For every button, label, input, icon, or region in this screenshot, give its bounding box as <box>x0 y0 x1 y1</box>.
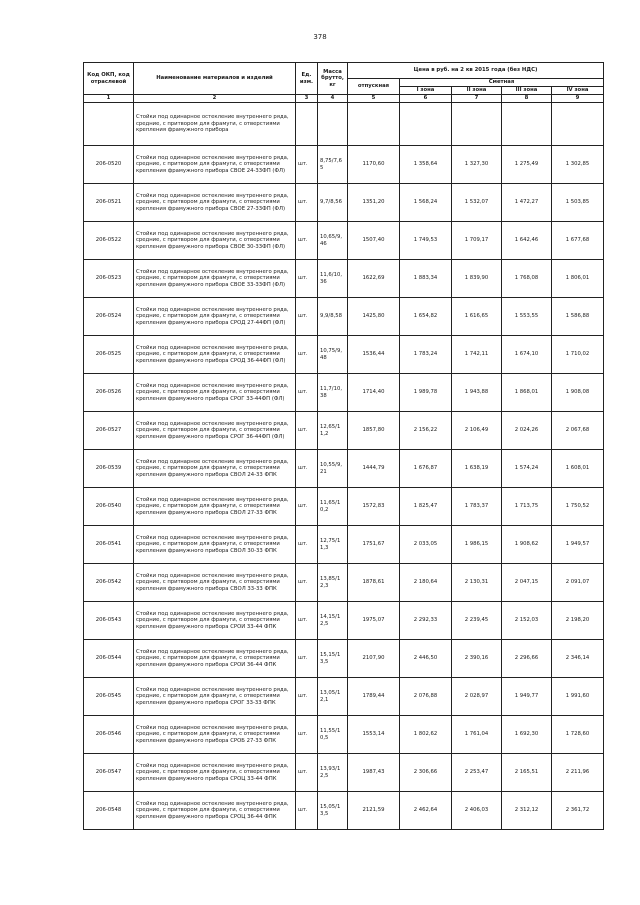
zone2-price-cell: 1 709,17 <box>452 222 502 260</box>
zone4-price-cell: 2 211,96 <box>552 754 604 792</box>
section-empty-cell <box>318 103 348 146</box>
zone2-price-cell: 2 406,03 <box>452 792 502 830</box>
column-number: 7 <box>452 95 502 103</box>
zone2-price-cell: 1 839,90 <box>452 260 502 298</box>
zone1-price-cell: 1 676,87 <box>400 450 452 488</box>
unit-cell: шт. <box>296 678 318 716</box>
zone3-price-cell: 2 047,15 <box>502 564 552 602</box>
zone4-price-cell: 2 361,72 <box>552 792 604 830</box>
mass-cell: 11,6/10, 36 <box>318 260 348 298</box>
unit-cell: шт. <box>296 412 318 450</box>
zone3-price-cell: 2 152,03 <box>502 602 552 640</box>
mass-cell: 14,15/1 2,5 <box>318 602 348 640</box>
code-cell: 206-0526 <box>84 374 134 412</box>
release-price-cell: 1987,43 <box>348 754 400 792</box>
zone1-price-cell: 1 749,53 <box>400 222 452 260</box>
name-cell: Стойки под одинарное остекление внутреннего ряда, средние, с притвором для фрамуги, с отверстиями крепления фрамужного прибора СРОИ 36-44 ФПК <box>134 640 296 678</box>
zone1-price-cell: 2 033,05 <box>400 526 452 564</box>
zone4-price-cell: 1 728,60 <box>552 716 604 754</box>
zone1-price-cell: 1 783,24 <box>400 336 452 374</box>
name-cell: Стойки под одинарное остекление внутреннего ряда, средние, с притвором для фрамуги, с отверстиями крепления фрамужного прибора СРОД 36-44ФП (ФЛ) <box>134 336 296 374</box>
mass-cell: 13,05/1 2,1 <box>318 678 348 716</box>
column-number: 6 <box>400 95 452 103</box>
release-price-cell: 1878,61 <box>348 564 400 602</box>
section-code-cell <box>84 103 134 146</box>
code-cell: 206-0522 <box>84 222 134 260</box>
unit-cell: шт. <box>296 526 318 564</box>
section-row <box>84 103 604 146</box>
zone4-price-cell: 1 503,85 <box>552 184 604 222</box>
zone1-price-cell: 2 076,88 <box>400 678 452 716</box>
header-zone4: IV зона <box>552 87 604 95</box>
mass-cell: 12,65/1 1,2 <box>318 412 348 450</box>
zone2-price-cell: 2 239,45 <box>452 602 502 640</box>
code-cell: 206-0548 <box>84 792 134 830</box>
code-cell: 206-0523 <box>84 260 134 298</box>
zone3-price-cell: 1 768,08 <box>502 260 552 298</box>
section-empty-cell <box>296 103 318 146</box>
mass-cell: 13,93/1 2,5 <box>318 754 348 792</box>
release-price-cell: 1975,07 <box>348 602 400 640</box>
header-zone1: I зона <box>400 87 452 95</box>
zone3-price-cell: 1 713,75 <box>502 488 552 526</box>
column-number: 3 <box>296 95 318 103</box>
zone4-price-cell: 1 710,02 <box>552 336 604 374</box>
zone4-price-cell: 1 991,60 <box>552 678 604 716</box>
table-row <box>84 564 604 602</box>
table-row <box>84 146 604 184</box>
mass-cell: 9,7/8,56 <box>318 184 348 222</box>
unit-cell: шт. <box>296 564 318 602</box>
release-price-cell: 1857,80 <box>348 412 400 450</box>
zone3-price-cell: 1 275,49 <box>502 146 552 184</box>
unit-cell: шт. <box>296 336 318 374</box>
mass-cell: 13,85/1 2,3 <box>318 564 348 602</box>
zone2-price-cell: 2 253,47 <box>452 754 502 792</box>
zone1-price-cell: 2 306,66 <box>400 754 452 792</box>
table-row <box>84 716 604 754</box>
code-cell: 206-0545 <box>84 678 134 716</box>
page-number: 378 <box>313 33 327 41</box>
name-cell: Стойки под одинарное остекление внутреннего ряда, средние, с притвором для фрамуги, с отверстиями крепления фрамужного прибора СВОЕ 27-33ФП (ФЛ) <box>134 184 296 222</box>
unit-cell: шт. <box>296 640 318 678</box>
section-empty-cell <box>552 103 604 146</box>
zone3-price-cell: 1 553,55 <box>502 298 552 336</box>
mass-cell: 8,75/7,6 5 <box>318 146 348 184</box>
zone3-price-cell: 2 024,26 <box>502 412 552 450</box>
zone4-price-cell: 1 677,68 <box>552 222 604 260</box>
header-zone2: II зона <box>452 87 502 95</box>
column-number: 2 <box>134 95 296 103</box>
release-price-cell: 1170,60 <box>348 146 400 184</box>
unit-cell: шт. <box>296 716 318 754</box>
release-price-cell: 2121,59 <box>348 792 400 830</box>
name-cell: Стойки под одинарное остекление внутреннего ряда, средние, с притвором для фрамуги, с отверстиями крепления фрамужного прибора СРОГ 33-33 ФПК <box>134 678 296 716</box>
header-release: отпускная <box>348 79 400 95</box>
column-number: 4 <box>318 95 348 103</box>
zone3-price-cell: 1 674,10 <box>502 336 552 374</box>
zone2-price-cell: 2 106,49 <box>452 412 502 450</box>
mass-cell: 11,65/1 0,2 <box>318 488 348 526</box>
release-price-cell: 1425,80 <box>348 298 400 336</box>
mass-cell: 10,65/9, 46 <box>318 222 348 260</box>
name-cell: Стойки под одинарное остекление внутреннего ряда, средние, с притвором для фрамуги, с отверстиями крепления фрамужного прибора СВОЕ 24-33ФП (ФЛ) <box>134 146 296 184</box>
release-price-cell: 1572,83 <box>348 488 400 526</box>
header-name: Наименование материалов и изделий <box>134 63 296 95</box>
unit-cell: шт. <box>296 260 318 298</box>
unit-cell: шт. <box>296 754 318 792</box>
zone1-price-cell: 2 180,64 <box>400 564 452 602</box>
zone3-price-cell: 1 692,30 <box>502 716 552 754</box>
zone4-price-cell: 1 586,88 <box>552 298 604 336</box>
name-cell: Стойки под одинарное остекление внутреннего ряда, средние, с притвором для фрамуги, с отверстиями крепления фрамужного прибора СВОЕ 33-33ФП (ФЛ) <box>134 260 296 298</box>
release-price-cell: 1351,20 <box>348 184 400 222</box>
zone4-price-cell: 1 608,01 <box>552 450 604 488</box>
zone1-price-cell: 1 654,82 <box>400 298 452 336</box>
table-row <box>84 184 604 222</box>
release-price-cell: 1751,67 <box>348 526 400 564</box>
zone1-price-cell: 1 802,62 <box>400 716 452 754</box>
code-cell: 206-0544 <box>84 640 134 678</box>
section-empty-cell <box>348 103 400 146</box>
code-cell: 206-0543 <box>84 602 134 640</box>
zone1-price-cell: 1 825,47 <box>400 488 452 526</box>
price-table <box>83 62 604 830</box>
zone1-price-cell: 2 292,33 <box>400 602 452 640</box>
zone3-price-cell: 2 312,12 <box>502 792 552 830</box>
column-number: 9 <box>552 95 604 103</box>
name-cell: Стойки под одинарное остекление внутреннего ряда, средние, с притвором для фрамуги, с отверстиями крепления фрамужного прибора СРОД 27-44ФП (ФЛ) <box>134 298 296 336</box>
unit-cell: шт. <box>296 602 318 640</box>
zone2-price-cell: 1 638,19 <box>452 450 502 488</box>
header-unit: Ед. изм. <box>296 63 318 95</box>
name-cell: Стойки под одинарное остекление внутреннего ряда, средние, с притвором для фрамуги, с отверстиями крепления фрамужного прибора СРОГ 36-44ФП (ФЛ) <box>134 412 296 450</box>
table-row <box>84 678 604 716</box>
mass-cell: 10,55/9, 21 <box>318 450 348 488</box>
name-cell: Стойки под одинарное остекление внутреннего ряда, средние, с притвором для фрамуги, с отверстиями крепления фрамужного прибора СРОИ 33-44 ФПК <box>134 602 296 640</box>
column-number: 5 <box>348 95 400 103</box>
name-cell: Стойки под одинарное остекление внутреннего ряда, средние, с притвором для фрамуги, с отверстиями крепления фрамужного прибора СВОЕ 30-33ФП (ФЛ) <box>134 222 296 260</box>
zone1-price-cell: 1 358,64 <box>400 146 452 184</box>
table-row <box>84 754 604 792</box>
code-cell: 206-0525 <box>84 336 134 374</box>
mass-cell: 11,55/1 0,5 <box>318 716 348 754</box>
zone4-price-cell: 1 949,57 <box>552 526 604 564</box>
code-cell: 206-0527 <box>84 412 134 450</box>
zone3-price-cell: 2 165,51 <box>502 754 552 792</box>
release-price-cell: 1507,40 <box>348 222 400 260</box>
unit-cell: шт. <box>296 222 318 260</box>
name-cell: Стойки под одинарное остекление внутреннего ряда, средние, с притвором для фрамуги, с отверстиями крепления фрамужного прибора СРОГ 33-44ФП (ФЛ) <box>134 374 296 412</box>
release-price-cell: 1622,69 <box>348 260 400 298</box>
table-row <box>84 488 604 526</box>
zone1-price-cell: 2 156,22 <box>400 412 452 450</box>
zone3-price-cell: 1 868,01 <box>502 374 552 412</box>
code-cell: 206-0540 <box>84 488 134 526</box>
zone3-price-cell: 1 642,46 <box>502 222 552 260</box>
header-price-group: Цена в руб. на 2 кв 2015 года (без НДС) <box>348 63 604 79</box>
zone4-price-cell: 2 091,07 <box>552 564 604 602</box>
zone3-price-cell: 1 472,27 <box>502 184 552 222</box>
zone2-price-cell: 1 783,37 <box>452 488 502 526</box>
zone4-price-cell: 2 198,20 <box>552 602 604 640</box>
zone2-price-cell: 1 532,07 <box>452 184 502 222</box>
unit-cell: шт. <box>296 488 318 526</box>
zone2-price-cell: 2 390,16 <box>452 640 502 678</box>
header-code: Код ОКП, код отраслевой <box>84 63 134 95</box>
zone3-price-cell: 1 574,24 <box>502 450 552 488</box>
mass-cell: 9,9/8,58 <box>318 298 348 336</box>
table-body <box>84 103 604 830</box>
code-cell: 206-0521 <box>84 184 134 222</box>
table-row <box>84 336 604 374</box>
table-row <box>84 792 604 830</box>
header-estimate: Сметная <box>400 79 604 87</box>
column-number: 8 <box>502 95 552 103</box>
release-price-cell: 1444,79 <box>348 450 400 488</box>
section-empty-cell <box>502 103 552 146</box>
section-title: Стойки под одинарное остекление внутреннего ряда, средние, с притвором для фрамуги, с отверстиями крепления фрамужного прибора <box>134 103 296 146</box>
zone1-price-cell: 2 462,64 <box>400 792 452 830</box>
name-cell: Стойки под одинарное остекление внутреннего ряда, средние, с притвором для фрамуги, с отверстиями крепления фрамужного прибора СРОЦ 36-44 ФПК <box>134 792 296 830</box>
name-cell: Стойки под одинарное остекление внутреннего ряда, средние, с притвором для фрамуги, с отверстиями крепления фрамужного прибора СРОЦ 33-44 ФПК <box>134 754 296 792</box>
zone2-price-cell: 1 742,11 <box>452 336 502 374</box>
zone3-price-cell: 1 949,77 <box>502 678 552 716</box>
zone4-price-cell: 1 908,08 <box>552 374 604 412</box>
mass-cell: 15,15/1 3,5 <box>318 640 348 678</box>
zone4-price-cell: 1 302,85 <box>552 146 604 184</box>
zone4-price-cell: 2 067,68 <box>552 412 604 450</box>
zone1-price-cell: 1 568,24 <box>400 184 452 222</box>
release-price-cell: 1714,40 <box>348 374 400 412</box>
table-row <box>84 526 604 564</box>
release-price-cell: 1536,44 <box>348 336 400 374</box>
zone1-price-cell: 1 989,78 <box>400 374 452 412</box>
table-row <box>84 412 604 450</box>
mass-cell: 12,75/1 1,3 <box>318 526 348 564</box>
section-empty-cell <box>400 103 452 146</box>
zone2-price-cell: 2 130,31 <box>452 564 502 602</box>
zone3-price-cell: 2 296,66 <box>502 640 552 678</box>
zone2-price-cell: 1 943,88 <box>452 374 502 412</box>
code-cell: 206-0541 <box>84 526 134 564</box>
zone4-price-cell: 1 806,01 <box>552 260 604 298</box>
mass-cell: 15,05/1 3,5 <box>318 792 348 830</box>
name-cell: Стойки под одинарное остекление внутреннего ряда, средние, с притвором для фрамуги, с отверстиями крепления фрамужного прибора СВОЛ 24-33 ФПК <box>134 450 296 488</box>
name-cell: Стойки под одинарное остекление внутреннего ряда, средние, с притвором для фрамуги, с отверстиями крепления фрамужного прибора СВОЛ 27-33 ФПК <box>134 488 296 526</box>
zone1-price-cell: 2 446,50 <box>400 640 452 678</box>
name-cell: Стойки под одинарное остекление внутреннего ряда, средние, с притвором для фрамуги, с отверстиями крепления фрамужного прибора СВОЛ 30-33 ФПК <box>134 526 296 564</box>
table-row <box>84 640 604 678</box>
header-zone3: III зона <box>502 87 552 95</box>
zone2-price-cell: 1 327,30 <box>452 146 502 184</box>
zone4-price-cell: 2 346,14 <box>552 640 604 678</box>
release-price-cell: 2107,90 <box>348 640 400 678</box>
zone1-price-cell: 1 883,34 <box>400 260 452 298</box>
mass-cell: 10,75/9, 48 <box>318 336 348 374</box>
table-row <box>84 260 604 298</box>
release-price-cell: 1553,14 <box>348 716 400 754</box>
unit-cell: шт. <box>296 146 318 184</box>
table-row <box>84 222 604 260</box>
code-cell: 206-0542 <box>84 564 134 602</box>
code-cell: 206-0524 <box>84 298 134 336</box>
code-cell: 206-0520 <box>84 146 134 184</box>
header-mass: Масса брутто, кг <box>318 63 348 95</box>
zone2-price-cell: 1 761,04 <box>452 716 502 754</box>
code-cell: 206-0539 <box>84 450 134 488</box>
unit-cell: шт. <box>296 184 318 222</box>
release-price-cell: 1789,44 <box>348 678 400 716</box>
unit-cell: шт. <box>296 374 318 412</box>
table-row <box>84 450 604 488</box>
table-header <box>84 63 604 103</box>
code-cell: 206-0547 <box>84 754 134 792</box>
name-cell: Стойки под одинарное остекление внутреннего ряда, средние, с притвором для фрамуги, с отверстиями крепления фрамужного прибора СРОБ 27-33 ФПК <box>134 716 296 754</box>
unit-cell: шт. <box>296 450 318 488</box>
zone2-price-cell: 1 616,65 <box>452 298 502 336</box>
table-row <box>84 602 604 640</box>
name-cell: Стойки под одинарное остекление внутреннего ряда, средние, с притвором для фрамуги, с отверстиями крепления фрамужного прибора СВОЛ 33-33 ФПК <box>134 564 296 602</box>
mass-cell: 11,7/10, 38 <box>318 374 348 412</box>
unit-cell: шт. <box>296 298 318 336</box>
zone2-price-cell: 1 986,15 <box>452 526 502 564</box>
table-row <box>84 298 604 336</box>
zone2-price-cell: 2 028,97 <box>452 678 502 716</box>
zone4-price-cell: 1 750,52 <box>552 488 604 526</box>
code-cell: 206-0546 <box>84 716 134 754</box>
section-empty-cell <box>452 103 502 146</box>
zone3-price-cell: 1 908,62 <box>502 526 552 564</box>
table-row <box>84 374 604 412</box>
unit-cell: шт. <box>296 792 318 830</box>
column-number: 1 <box>84 95 134 103</box>
